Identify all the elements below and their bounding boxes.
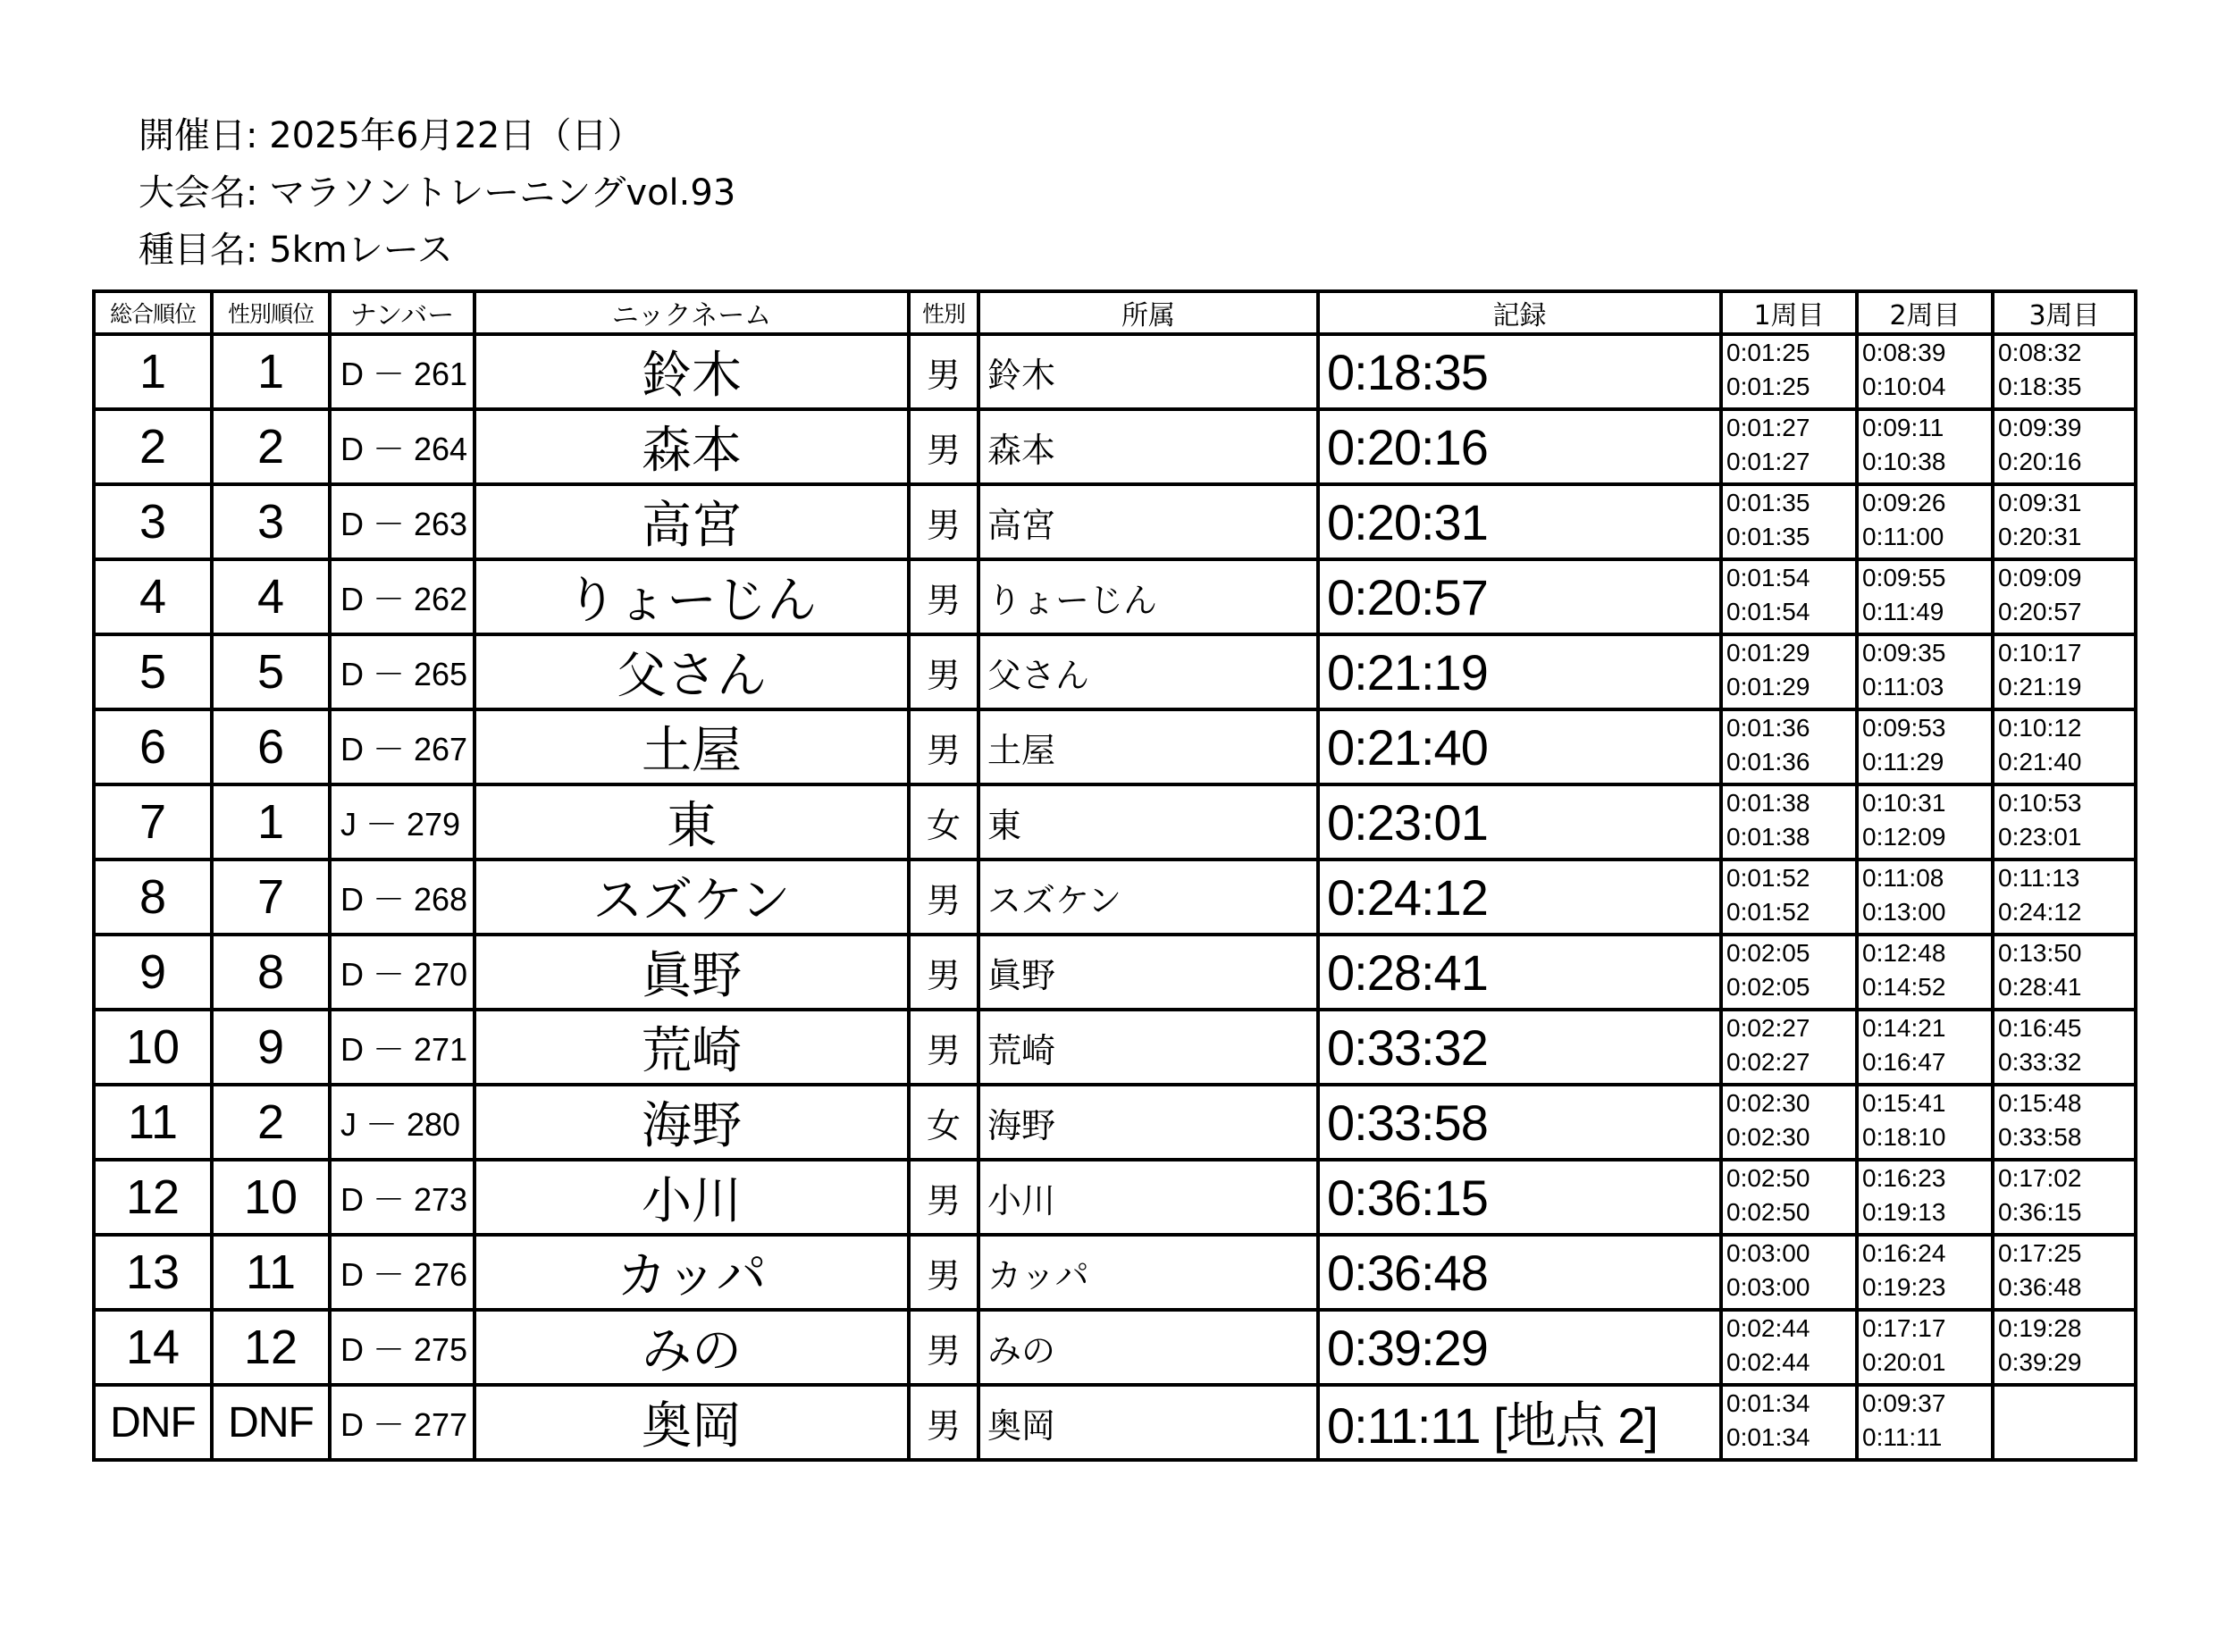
lap3-times — [1993, 860, 2136, 935]
lap3-times — [1993, 1010, 2136, 1085]
runner-gender: 女 — [909, 784, 978, 860]
overall-rank: 1 — [94, 334, 212, 409]
lap2-times — [1857, 409, 1993, 484]
lap1-times — [1721, 334, 1857, 409]
finish-record: 0:39:29 — [1318, 1310, 1721, 1385]
lap2-times — [1857, 1010, 1993, 1085]
runner-number: D － 273 — [330, 1160, 474, 1235]
col-overall-rank: 総合順位 — [94, 291, 212, 334]
lap2-times — [1857, 1235, 1993, 1310]
lap3-times — [1993, 409, 2136, 484]
runner-gender: 男 — [909, 559, 978, 634]
lap1-cumulative: 0:01:27 — [1726, 448, 1810, 475]
runner-club: 眞野 — [978, 935, 1318, 1010]
lap3-split: 0:10:12 — [1998, 714, 2082, 742]
runner-gender: 男 — [909, 1010, 978, 1085]
lap1-times — [1721, 709, 1857, 784]
lap1-split: 0:03:00 — [1726, 1239, 1810, 1267]
lap1-cumulative: 0:02:50 — [1726, 1198, 1810, 1226]
lap3-split: 0:11:13 — [1998, 864, 2080, 892]
runner-nickname: カッパ — [474, 1235, 909, 1310]
overall-rank: 7 — [94, 784, 212, 860]
lap1-times — [1721, 559, 1857, 634]
runner-club: 高宮 — [978, 484, 1318, 559]
runner-nickname: りょーじん — [474, 559, 909, 634]
lap1-cumulative: 0:02:27 — [1726, 1048, 1810, 1076]
lap3-split: 0:15:48 — [1998, 1089, 2082, 1117]
col-lap1: 1周目 — [1721, 291, 1857, 334]
runner-nickname: 森本 — [474, 409, 909, 484]
table-row — [94, 1310, 2136, 1385]
lap2-cumulative: 0:12:09 — [1862, 823, 1946, 851]
overall-rank: 8 — [94, 860, 212, 935]
header-row — [94, 291, 2136, 334]
overall-rank: 12 — [94, 1160, 212, 1235]
runner-club: 森本 — [978, 409, 1318, 484]
table-row — [94, 559, 2136, 634]
lap1-split: 0:02:50 — [1726, 1164, 1810, 1192]
lap1-times — [1721, 484, 1857, 559]
runner-number: D － 271 — [330, 1010, 474, 1085]
gender-rank: 1 — [212, 334, 330, 409]
overall-rank: 2 — [94, 409, 212, 484]
lap1-split: 0:02:05 — [1726, 939, 1810, 967]
finish-record: 0:18:35 — [1318, 334, 1721, 409]
lap1-split: 0:01:38 — [1726, 789, 1810, 817]
lap3-times — [1993, 935, 2136, 1010]
runner-nickname: 父さん — [474, 634, 909, 709]
lap2-split: 0:08:39 — [1862, 339, 1946, 366]
col-lap3: 3周目 — [1993, 291, 2136, 334]
lap2-cumulative: 0:11:49 — [1862, 598, 1944, 625]
lap3-split: 0:19:28 — [1998, 1314, 2082, 1342]
lap1-split: 0:01:25 — [1726, 339, 1810, 366]
event-name: 大会名: マラソントレーニングvol.93 — [139, 172, 736, 214]
col-lap2: 2周目 — [1857, 291, 1993, 334]
lap2-times — [1857, 484, 1993, 559]
col-club: 所属 — [978, 291, 1318, 334]
lap1-times — [1721, 1310, 1857, 1385]
lap1-times — [1721, 935, 1857, 1010]
finish-record: 0:28:41 — [1318, 935, 1721, 1010]
lap2-cumulative: 0:11:29 — [1862, 748, 1944, 776]
lap1-split: 0:01:27 — [1726, 414, 1810, 441]
lap2-times — [1857, 559, 1993, 634]
runner-gender: 男 — [909, 1160, 978, 1235]
runner-club: りょーじん — [978, 559, 1318, 634]
finish-record: 0:20:31 — [1318, 484, 1721, 559]
finish-record: 0:23:01 — [1318, 784, 1721, 860]
runner-nickname: 東 — [474, 784, 909, 860]
lap3-cumulative: 0:20:16 — [1998, 448, 2082, 475]
event-header — [139, 107, 735, 279]
lap1-cumulative: 0:01:38 — [1726, 823, 1810, 851]
lap3-split: 0:09:39 — [1998, 414, 2082, 441]
lap1-cumulative: 0:01:52 — [1726, 898, 1810, 926]
overall-rank: 14 — [94, 1310, 212, 1385]
col-nickname: ニックネーム — [474, 291, 909, 334]
lap2-split: 0:15:41 — [1862, 1089, 1946, 1117]
lap2-cumulative: 0:14:52 — [1862, 973, 1946, 1001]
finish-record: 0:33:32 — [1318, 1010, 1721, 1085]
finish-record: 0:24:12 — [1318, 860, 1721, 935]
lap1-split: 0:01:54 — [1726, 564, 1810, 591]
lap3-split: 0:17:02 — [1998, 1164, 2082, 1192]
lap1-split: 0:01:52 — [1726, 864, 1810, 892]
table-row — [94, 1385, 2136, 1460]
lap2-cumulative: 0:18:10 — [1862, 1123, 1946, 1151]
runner-number: D － 276 — [330, 1235, 474, 1310]
runner-nickname: 小川 — [474, 1160, 909, 1235]
lap2-cumulative: 0:16:47 — [1862, 1048, 1946, 1076]
lap3-cumulative: 0:36:48 — [1998, 1273, 2082, 1301]
lap2-cumulative: 0:10:04 — [1862, 373, 1946, 400]
lap3-cumulative: 0:23:01 — [1998, 823, 2082, 851]
overall-rank: 13 — [94, 1235, 212, 1310]
runner-club: 奥岡 — [978, 1385, 1318, 1460]
results-table — [92, 289, 2137, 1462]
overall-rank: 3 — [94, 484, 212, 559]
lap1-split: 0:02:27 — [1726, 1014, 1810, 1042]
gender-rank: 8 — [212, 935, 330, 1010]
runner-club: 父さん — [978, 634, 1318, 709]
lap3-times — [1993, 1160, 2136, 1235]
gender-rank: 3 — [212, 484, 330, 559]
lap1-cumulative: 0:01:29 — [1726, 673, 1810, 700]
gender-rank: 9 — [212, 1010, 330, 1085]
lap1-cumulative: 0:02:05 — [1726, 973, 1810, 1001]
overall-rank: 5 — [94, 634, 212, 709]
runner-number: D － 268 — [330, 860, 474, 935]
lap3-times — [1993, 709, 2136, 784]
lap2-cumulative: 0:11:11 — [1862, 1423, 1943, 1451]
runner-gender: 男 — [909, 935, 978, 1010]
lap1-cumulative: 0:03:00 — [1726, 1273, 1810, 1301]
runner-nickname: 土屋 — [474, 709, 909, 784]
lap2-cumulative: 0:19:13 — [1862, 1198, 1946, 1226]
lap1-cumulative: 0:01:34 — [1726, 1423, 1810, 1451]
runner-club: カッパ — [978, 1235, 1318, 1310]
gender-rank: 4 — [212, 559, 330, 634]
gender-rank: 2 — [212, 409, 330, 484]
lap3-times — [1993, 1310, 2136, 1385]
runner-club: 小川 — [978, 1160, 1318, 1235]
lap3-cumulative: 0:39:29 — [1998, 1348, 2082, 1376]
table-row — [94, 1010, 2136, 1085]
lap1-split: 0:02:30 — [1726, 1089, 1810, 1117]
lap2-split: 0:11:08 — [1862, 864, 1944, 892]
lap2-split: 0:14:21 — [1862, 1014, 1946, 1042]
runner-gender: 男 — [909, 334, 978, 409]
lap3-cumulative: 0:33:32 — [1998, 1048, 2082, 1076]
lap3-cumulative: 0:20:31 — [1998, 523, 2082, 550]
lap2-split: 0:09:26 — [1862, 489, 1946, 516]
runner-gender: 女 — [909, 1085, 978, 1160]
overall-rank: 10 — [94, 1010, 212, 1085]
lap1-cumulative: 0:01:25 — [1726, 373, 1810, 400]
lap2-times — [1857, 784, 1993, 860]
runner-number: D － 275 — [330, 1310, 474, 1385]
lap3-split: 0:16:45 — [1998, 1014, 2082, 1042]
lap3-split: 0:10:17 — [1998, 639, 2082, 667]
lap1-times — [1721, 860, 1857, 935]
lap2-cumulative: 0:13:00 — [1862, 898, 1946, 926]
lap1-times — [1721, 1385, 1857, 1460]
lap3-times — [1993, 634, 2136, 709]
lap3-cumulative: 0:28:41 — [1998, 973, 2082, 1001]
event-category: 種目名: 5kmレース — [139, 230, 453, 271]
runner-number: D － 264 — [330, 409, 474, 484]
runner-gender: 男 — [909, 1235, 978, 1310]
lap2-split: 0:17:17 — [1862, 1314, 1946, 1342]
lap2-times — [1857, 860, 1993, 935]
lap1-cumulative: 0:01:36 — [1726, 748, 1810, 776]
lap2-cumulative: 0:10:38 — [1862, 448, 1946, 475]
col-gender-rank: 性別順位 — [212, 291, 330, 334]
lap2-cumulative: 0:11:00 — [1862, 523, 1944, 550]
event-date: 開催日: 2025年6月22日（日） — [139, 115, 643, 156]
lap2-times — [1857, 1310, 1993, 1385]
lap1-times — [1721, 1085, 1857, 1160]
lap2-split: 0:10:31 — [1862, 789, 1946, 817]
lap2-cumulative: 0:11:03 — [1862, 673, 1944, 700]
runner-gender: 男 — [909, 1385, 978, 1460]
lap1-times — [1721, 1160, 1857, 1235]
lap3-times — [1993, 1385, 2136, 1460]
runner-nickname: みの — [474, 1310, 909, 1385]
table-row — [94, 634, 2136, 709]
lap3-split: 0:09:09 — [1998, 564, 2082, 591]
lap2-times — [1857, 935, 1993, 1010]
lap1-times — [1721, 409, 1857, 484]
lap2-split: 0:16:23 — [1862, 1164, 1946, 1192]
lap3-split: 0:09:31 — [1998, 489, 2082, 516]
finish-record: 0:20:16 — [1318, 409, 1721, 484]
lap3-cumulative: 0:18:35 — [1998, 373, 2082, 400]
lap2-split: 0:09:55 — [1862, 564, 1946, 591]
lap3-times — [1993, 1085, 2136, 1160]
runner-club: 海野 — [978, 1085, 1318, 1160]
gender-rank: 7 — [212, 860, 330, 935]
lap2-times — [1857, 1085, 1993, 1160]
lap2-split: 0:16:24 — [1862, 1239, 1946, 1267]
lap2-cumulative: 0:20:01 — [1862, 1348, 1946, 1376]
lap3-times — [1993, 784, 2136, 860]
runner-number: D － 261 — [330, 334, 474, 409]
table-row — [94, 409, 2136, 484]
table-row — [94, 1160, 2136, 1235]
lap1-times — [1721, 784, 1857, 860]
runner-nickname: 眞野 — [474, 935, 909, 1010]
lap1-split: 0:01:36 — [1726, 714, 1810, 742]
runner-club: スズケン — [978, 860, 1318, 935]
lap1-times — [1721, 634, 1857, 709]
gender-rank: 12 — [212, 1310, 330, 1385]
table-row — [94, 1235, 2136, 1310]
table-row — [94, 484, 2136, 559]
runner-number: D － 277 — [330, 1385, 474, 1460]
overall-rank: 4 — [94, 559, 212, 634]
lap3-cumulative: 0:33:58 — [1998, 1123, 2082, 1151]
lap2-split: 0:09:37 — [1862, 1389, 1946, 1417]
lap3-cumulative: 0:21:19 — [1998, 673, 2082, 700]
finish-record: 0:36:15 — [1318, 1160, 1721, 1235]
table-row — [94, 334, 2136, 409]
lap3-cumulative: 0:36:15 — [1998, 1198, 2082, 1226]
finish-record: 0:21:19 — [1318, 634, 1721, 709]
lap3-cumulative: 0:21:40 — [1998, 748, 2082, 776]
runner-club: 荒崎 — [978, 1010, 1318, 1085]
table-row — [94, 935, 2136, 1010]
lap2-split: 0:09:11 — [1862, 414, 1944, 441]
lap3-split: 0:10:53 — [1998, 789, 2082, 817]
runner-nickname: スズケン — [474, 860, 909, 935]
runner-gender: 男 — [909, 1310, 978, 1385]
gender-rank: DNF — [212, 1385, 330, 1460]
finish-record: 0:11:11 [地点 2] — [1318, 1385, 1721, 1460]
lap3-cumulative: 0:24:12 — [1998, 898, 2082, 926]
finish-record: 0:33:58 — [1318, 1085, 1721, 1160]
runner-nickname: 鈴木 — [474, 334, 909, 409]
runner-number: D － 265 — [330, 634, 474, 709]
finish-record: 0:36:48 — [1318, 1235, 1721, 1310]
lap3-split: 0:08:32 — [1998, 339, 2082, 366]
lap2-split: 0:09:35 — [1862, 639, 1946, 667]
runner-nickname: 荒崎 — [474, 1010, 909, 1085]
runner-number: J － 279 — [330, 784, 474, 860]
runner-number: D － 262 — [330, 559, 474, 634]
table-row — [94, 1085, 2136, 1160]
runner-number: D － 263 — [330, 484, 474, 559]
gender-rank: 11 — [212, 1235, 330, 1310]
gender-rank: 6 — [212, 709, 330, 784]
table-row — [94, 860, 2136, 935]
overall-rank: 6 — [94, 709, 212, 784]
lap2-times — [1857, 1385, 1993, 1460]
lap1-times — [1721, 1235, 1857, 1310]
overall-rank: 9 — [94, 935, 212, 1010]
overall-rank: 11 — [94, 1085, 212, 1160]
runner-number: J － 280 — [330, 1085, 474, 1160]
lap2-times — [1857, 634, 1993, 709]
runner-nickname: 海野 — [474, 1085, 909, 1160]
lap2-split: 0:09:53 — [1862, 714, 1946, 742]
runner-nickname: 奥岡 — [474, 1385, 909, 1460]
lap2-times — [1857, 334, 1993, 409]
lap3-times — [1993, 484, 2136, 559]
runner-club: 鈴木 — [978, 334, 1318, 409]
runner-gender: 男 — [909, 409, 978, 484]
gender-rank: 2 — [212, 1085, 330, 1160]
lap1-cumulative: 0:02:30 — [1726, 1123, 1810, 1151]
gender-rank: 10 — [212, 1160, 330, 1235]
lap1-split: 0:01:35 — [1726, 489, 1810, 516]
lap3-split: 0:17:25 — [1998, 1239, 2082, 1267]
col-gender: 性別 — [909, 291, 978, 334]
runner-gender: 男 — [909, 860, 978, 935]
overall-rank: DNF — [94, 1385, 212, 1460]
col-record: 記録 — [1318, 291, 1721, 334]
lap2-times — [1857, 709, 1993, 784]
lap1-times — [1721, 1010, 1857, 1085]
lap3-cumulative: 0:20:57 — [1998, 598, 2082, 625]
table-row — [94, 709, 2136, 784]
runner-club: 東 — [978, 784, 1318, 860]
runner-number: D － 270 — [330, 935, 474, 1010]
lap1-cumulative: 0:01:35 — [1726, 523, 1810, 550]
lap2-cumulative: 0:19:23 — [1862, 1273, 1946, 1301]
finish-record: 0:21:40 — [1318, 709, 1721, 784]
col-number: ナンバー — [330, 291, 474, 334]
runner-nickname: 高宮 — [474, 484, 909, 559]
lap3-times — [1993, 1235, 2136, 1310]
finish-record: 0:20:57 — [1318, 559, 1721, 634]
runner-number: D － 267 — [330, 709, 474, 784]
lap2-split: 0:12:48 — [1862, 939, 1946, 967]
runner-club: みの — [978, 1310, 1318, 1385]
lap1-split: 0:01:29 — [1726, 639, 1810, 667]
runner-gender: 男 — [909, 634, 978, 709]
lap3-times — [1993, 559, 2136, 634]
lap3-times — [1993, 334, 2136, 409]
runner-gender: 男 — [909, 709, 978, 784]
gender-rank: 5 — [212, 634, 330, 709]
lap1-cumulative: 0:02:44 — [1726, 1348, 1810, 1376]
lap3-split: 0:13:50 — [1998, 939, 2082, 967]
table-row — [94, 784, 2136, 860]
lap1-cumulative: 0:01:54 — [1726, 598, 1810, 625]
lap2-times — [1857, 1160, 1993, 1235]
lap1-split: 0:01:34 — [1726, 1389, 1810, 1417]
gender-rank: 1 — [212, 784, 330, 860]
runner-club: 土屋 — [978, 709, 1318, 784]
runner-gender: 男 — [909, 484, 978, 559]
lap1-split: 0:02:44 — [1726, 1314, 1810, 1342]
